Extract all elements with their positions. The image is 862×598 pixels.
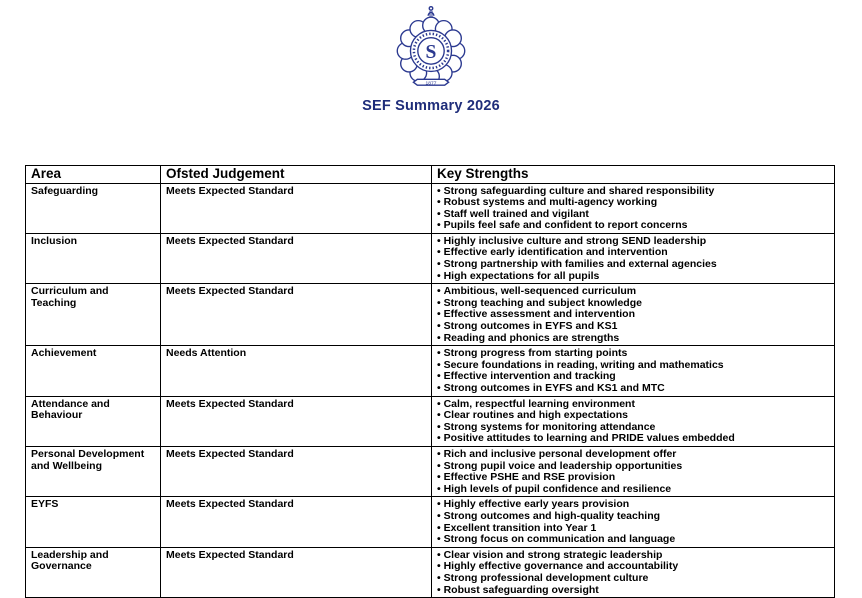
strength-item: • Reading and phonics are strengths xyxy=(437,333,830,345)
strengths-cell xyxy=(432,497,835,547)
school-crest-icon xyxy=(389,4,473,92)
strengths-list xyxy=(437,186,830,232)
strength-item: • Strong professional development culture xyxy=(437,573,830,585)
judgement-cell: Meets Expected Standard xyxy=(161,547,432,597)
strength-item: • Effective PSHE and RSE provision xyxy=(437,472,830,484)
table-header-row xyxy=(26,166,835,184)
strength-item: • Effective early identification and intervention xyxy=(437,247,830,259)
column-header-area: Area xyxy=(26,166,161,184)
area-cell: Inclusion xyxy=(26,233,161,283)
table-row xyxy=(26,233,835,283)
strength-item: • Positive attitudes to learning and PRIDE values embedded xyxy=(437,433,830,445)
table-body xyxy=(26,183,835,598)
table-row xyxy=(26,284,835,346)
strength-item: • Strong progress from starting points xyxy=(437,348,830,360)
strengths-list xyxy=(437,399,830,445)
strength-item: • Strong focus on communication and language xyxy=(437,534,830,546)
table-row xyxy=(26,346,835,396)
area-cell: EYFS xyxy=(26,497,161,547)
strengths-cell xyxy=(432,547,835,597)
strength-item: • Strong outcomes in EYFS and KS1 xyxy=(437,321,830,333)
strengths-cell xyxy=(432,284,835,346)
strength-item: • High levels of pupil confidence and resilience xyxy=(437,484,830,496)
strength-item: • Robust safeguarding oversight xyxy=(437,585,830,597)
column-header-ofsted-judgement: Ofsted Judgement xyxy=(161,166,432,184)
strengths-list xyxy=(437,449,830,495)
strength-item: • Strong outcomes and high-quality teaching xyxy=(437,511,830,523)
table-row xyxy=(26,547,835,597)
area-cell: Leadership and Governance xyxy=(26,547,161,597)
strengths-list xyxy=(437,550,830,596)
strength-item: • Pupils feel safe and confident to report concerns xyxy=(437,220,830,232)
strength-item: • Excellent transition into Year 1 xyxy=(437,523,830,535)
strengths-list xyxy=(437,236,830,282)
strength-item: • Strong pupil voice and leadership opportunities xyxy=(437,461,830,473)
area-cell: Curriculum and Teaching xyxy=(26,284,161,346)
area-cell: Personal Development and Wellbeing xyxy=(26,446,161,496)
strengths-list xyxy=(437,499,830,545)
sef-summary-table xyxy=(25,165,835,598)
strength-item: • Rich and inclusive personal development offer xyxy=(437,449,830,461)
table-row xyxy=(26,446,835,496)
strengths-cell xyxy=(432,183,835,233)
strength-item: • Highly effective governance and accountability xyxy=(437,561,830,573)
strength-item: • Secure foundations in reading, writing and mathematics xyxy=(437,360,830,372)
strength-item: • Strong teaching and subject knowledge xyxy=(437,298,830,310)
column-header-key-strengths: Key Strengths xyxy=(432,166,835,184)
strengths-cell xyxy=(432,396,835,446)
strength-item: • Strong systems for monitoring attendance xyxy=(437,422,830,434)
table-row xyxy=(26,396,835,446)
table-row xyxy=(26,497,835,547)
strengths-cell xyxy=(432,233,835,283)
area-cell: Achievement xyxy=(26,346,161,396)
strength-item: • High expectations for all pupils xyxy=(437,271,830,283)
judgement-cell: Needs Attention xyxy=(161,346,432,396)
judgement-cell: Meets Expected Standard xyxy=(161,233,432,283)
table-row xyxy=(26,183,835,233)
strengths-cell xyxy=(432,346,835,396)
judgement-cell: Meets Expected Standard xyxy=(161,497,432,547)
judgement-cell: Meets Expected Standard xyxy=(161,446,432,496)
judgement-cell: Meets Expected Standard xyxy=(161,396,432,446)
strength-item: • Clear vision and strong strategic leadership xyxy=(437,550,830,562)
strength-item: • Clear routines and high expectations xyxy=(437,410,830,422)
document-masthead xyxy=(0,0,862,114)
strength-item: • Strong safeguarding culture and shared responsibility xyxy=(437,186,830,198)
strength-item: • Robust systems and multi-agency working xyxy=(437,197,830,209)
judgement-cell: Meets Expected Standard xyxy=(161,284,432,346)
strength-item: • Strong partnership with families and external agencies xyxy=(437,259,830,271)
strength-item: • Highly effective early years provision xyxy=(437,499,830,511)
strength-item: • Ambitious, well-sequenced curriculum xyxy=(437,286,830,298)
strength-item: • Effective intervention and tracking xyxy=(437,371,830,383)
strength-item: • Calm, respectful learning environment xyxy=(437,399,830,411)
strengths-cell xyxy=(432,446,835,496)
strength-item: • Staff well trained and vigilant xyxy=(437,209,830,221)
crest-banner-year: 1877 xyxy=(425,81,437,87)
area-cell: Attendance and Behaviour xyxy=(26,396,161,446)
strengths-list xyxy=(437,348,830,394)
strength-item: • Effective assessment and intervention xyxy=(437,309,830,321)
strength-item: • Highly inclusive culture and strong SEND leadership xyxy=(437,236,830,248)
area-cell: Safeguarding xyxy=(26,183,161,233)
judgement-cell: Meets Expected Standard xyxy=(161,183,432,233)
crest-monogram: S xyxy=(425,41,437,63)
page-title: SEF Summary 2026 xyxy=(362,98,500,114)
strengths-list xyxy=(437,286,830,344)
strength-item: • Strong outcomes in EYFS and KS1 and MTC xyxy=(437,383,830,395)
